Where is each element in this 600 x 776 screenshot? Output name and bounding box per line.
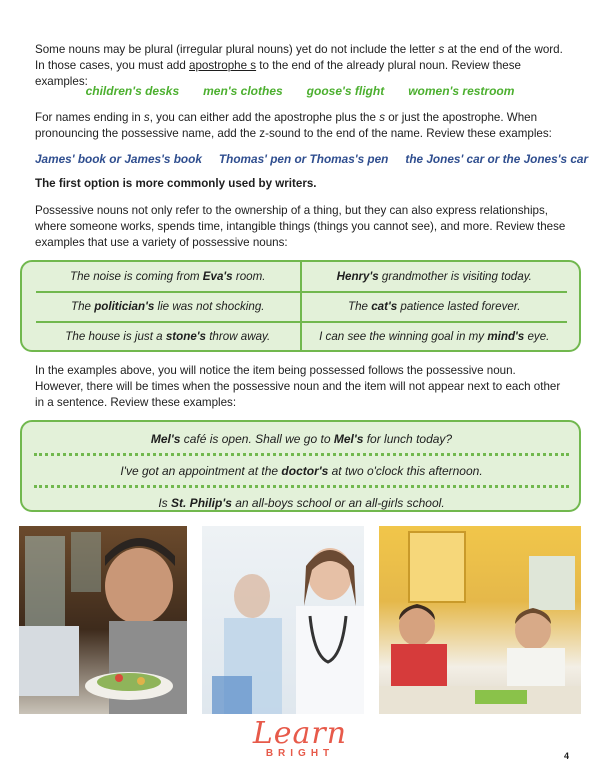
example-mens-clothes: men's clothes (203, 84, 283, 98)
cell-text: grandmother is visiting today. (378, 270, 532, 284)
para2-letter-s-1: s (143, 111, 150, 124)
example-childrens-desks: children's desks (85, 84, 180, 98)
table-cell (302, 291, 568, 320)
cell-text: The (348, 300, 372, 314)
possessive-noun: Eva's (202, 270, 233, 284)
first-option-note: The first option is more commonly used by writers. (35, 177, 317, 190)
line-text: an all-boys school or an all-girls school. (231, 495, 445, 510)
cell-text: room. (232, 270, 266, 284)
possessive-noun: cat's (371, 300, 398, 314)
possessive-examples-table (20, 260, 581, 352)
example-james-book: James' book or James's book (35, 152, 202, 166)
name-examples-row (35, 152, 589, 166)
para2-text-1: For names ending in (35, 111, 144, 124)
cell-text: The house is just a (65, 329, 166, 343)
table-cell (36, 262, 302, 291)
line-text: at two o'clock this afternoon. (328, 463, 483, 478)
table-cell (302, 321, 568, 350)
para1-letter-s: s (438, 43, 445, 56)
line-text: for lunch today? (363, 431, 453, 446)
example-line (34, 424, 569, 453)
line-text: café is open. Shall we go to (180, 431, 334, 446)
paragraph-relationships: Possessive nouns not only refer to the ownership of a thing, but they can also express relationships, where someone works, spends time, intangible things (things you cannot see), and more. Review these examples that use a variety of possessive nouns: (35, 204, 566, 249)
cell-text: eye. (524, 329, 550, 343)
cell-text: The noise is coming from (70, 270, 203, 284)
logo-wordmark: Learn (252, 716, 348, 751)
example-line (34, 485, 569, 517)
possessive-noun: Henry's (336, 270, 379, 284)
possessive-noun: St. Philip's (171, 495, 232, 510)
plural-examples-row (0, 84, 600, 98)
paragraph-irregular-plurals (35, 42, 567, 90)
example-thomas-pen: Thomas' pen or Thomas's pen (218, 152, 389, 166)
para1-text-3: to the end of the already plural noun. Review these examples: (35, 59, 521, 88)
page-number: 4 (564, 751, 570, 761)
para2-text-2: , you can either add the apostrophe plus the (149, 111, 380, 124)
possessive-noun: doctor's (281, 463, 329, 478)
logo-subtitle: BRIGHT (265, 748, 335, 759)
possessive-noun: Mel's (333, 431, 364, 446)
cell-text: I can see the winning goal in my (319, 329, 488, 343)
separated-examples-box (20, 420, 581, 512)
line-text: I've got an appointment at the (120, 463, 282, 478)
photo-medical-staff (202, 526, 364, 714)
photo-man-eating-at-laptop (19, 526, 187, 714)
table-cell (302, 262, 568, 291)
para2-text-3: or just the apostrophe. When pronouncing the possessive name, add the z-sound to the end of the name. Review these examples: (35, 111, 552, 140)
example-gooses-flight: goose's flight (306, 84, 385, 98)
photo-students-writing (379, 526, 581, 714)
learn-bright-logo (0, 718, 600, 759)
apostrophe-s-link[interactable]: apostrophe s (189, 59, 257, 72)
possessive-noun: Mel's (150, 431, 181, 446)
possessive-noun: stone's (165, 329, 206, 343)
line-text: Is (158, 495, 172, 510)
possessive-noun: mind's (487, 329, 525, 343)
para2-letter-s-2: s (379, 111, 385, 124)
paragraph-names-ending-in-s (35, 110, 567, 142)
cell-text: lie was not shocking. (154, 300, 265, 314)
example-womens-restroom: women's restroom (408, 84, 515, 98)
cell-text: patience lasted forever. (397, 300, 521, 314)
table-cell (36, 291, 302, 320)
example-jones-car: the Jones' car or the Jones's car (405, 152, 589, 166)
cell-text: The (71, 300, 95, 314)
table-cell (36, 321, 302, 350)
example-line (34, 453, 569, 485)
cell-text: throw away. (205, 329, 271, 343)
paragraph-separated-possessives: In the examples above, you will notice the item being possessed follows the possessive noun. However, there will be times when the possessive noun and the item will not appear next to each other in a sentence. Review these examples: (35, 364, 561, 409)
para1-text-1: Some nouns may be plural (irregular plural nouns) yet do not include the letter (35, 43, 439, 56)
para1-text-2: at the end of the word. In those cases, you must add (35, 43, 563, 72)
possessive-noun: politician's (94, 300, 155, 314)
